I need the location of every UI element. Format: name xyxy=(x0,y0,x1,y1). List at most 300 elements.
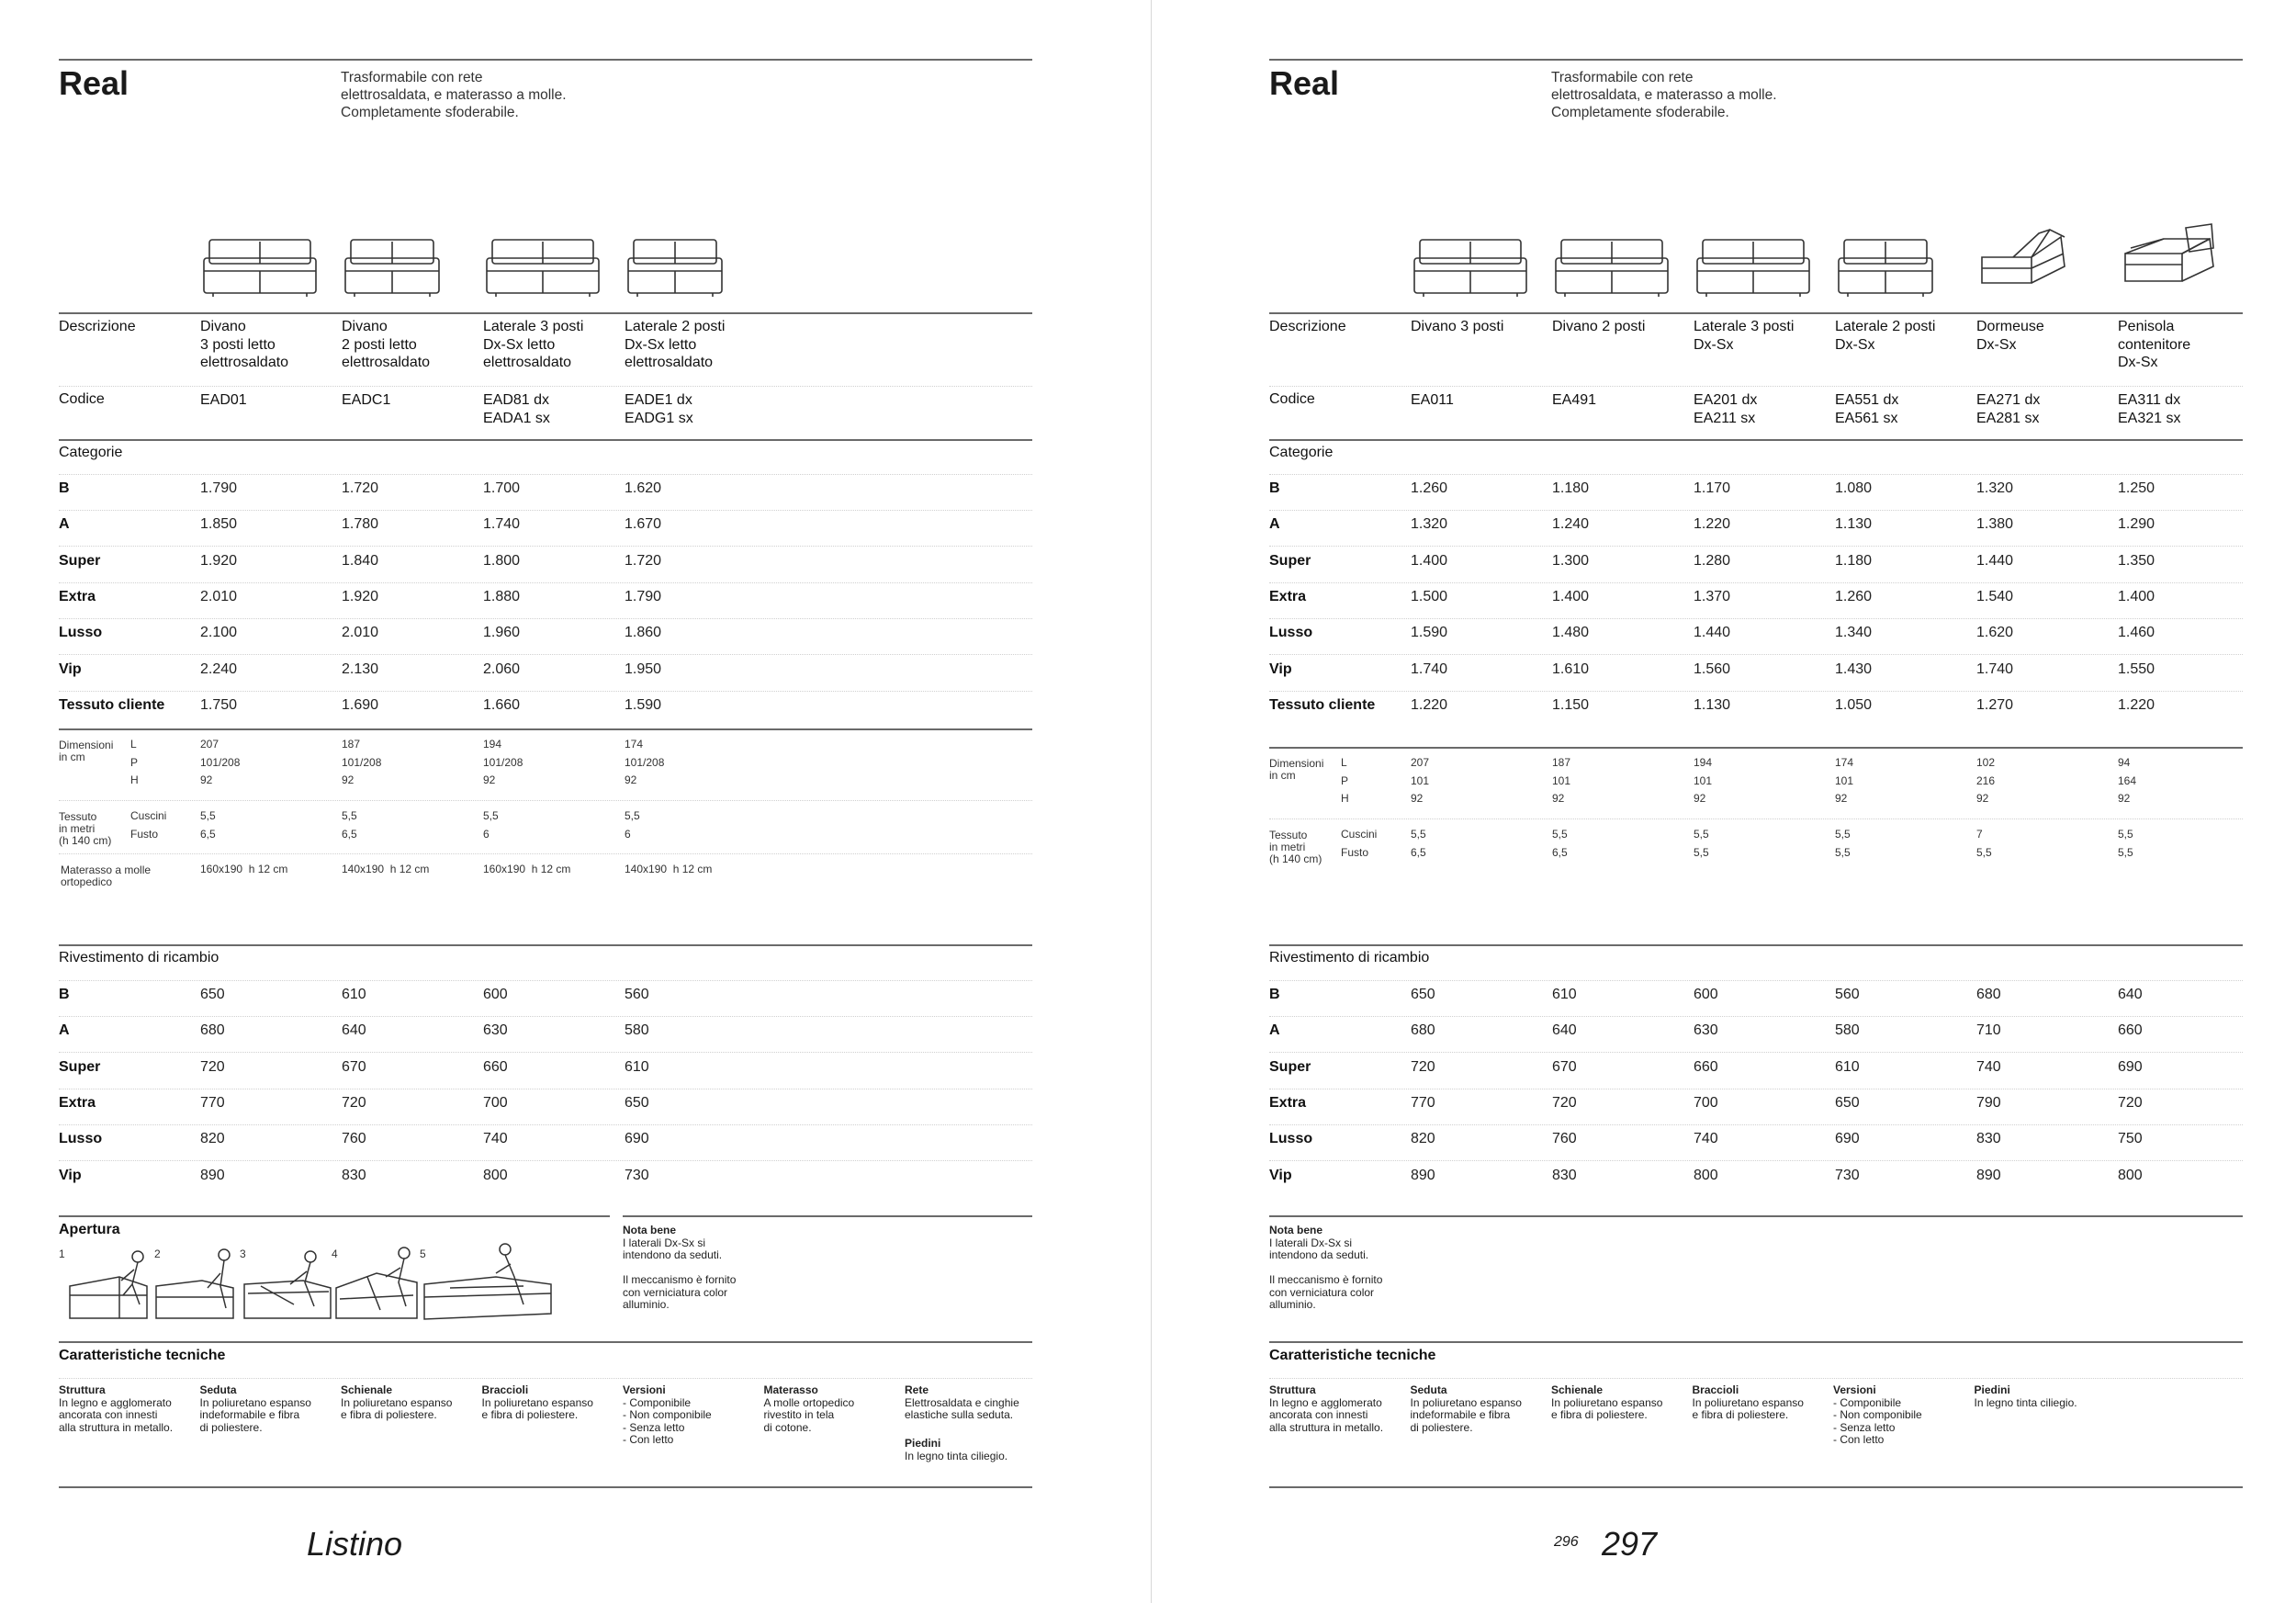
price-cell: 1.270 xyxy=(1976,696,2014,713)
row-divider xyxy=(59,474,1032,475)
rivestimento-category: B xyxy=(59,987,70,1002)
rivestimento-cell: 770 xyxy=(1411,1094,1435,1111)
dimensions-label xyxy=(59,739,113,763)
rivestimento-cell: 690 xyxy=(1835,1131,1860,1147)
tech-line: rivestito in tela xyxy=(763,1408,835,1421)
rivestimento-cell: 630 xyxy=(1694,1022,1718,1039)
category-name: B xyxy=(59,480,70,496)
dimension-cell: 92 xyxy=(1835,792,1848,805)
fabric-label-line: in metri xyxy=(59,822,96,835)
description-line: Laterale 3 posti xyxy=(1694,319,1795,334)
price-cell: 1.700 xyxy=(483,480,521,496)
price-cell: 1.800 xyxy=(483,552,521,569)
fabric-cell: 5,5 xyxy=(1694,828,1709,841)
description-cell xyxy=(1411,318,1548,336)
category-name: Super xyxy=(59,552,101,569)
rivestimento-cell: 800 xyxy=(483,1167,508,1183)
rivestimento-category: A xyxy=(1269,1022,1280,1039)
rivestimento-cell: 640 xyxy=(342,1022,366,1039)
description-line: Divano 3 posti xyxy=(1411,319,1504,334)
rivestimento-cell: 610 xyxy=(625,1058,649,1075)
tech-title: Seduta xyxy=(1410,1383,1447,1396)
description-line: Dx-Sx letto xyxy=(483,336,556,353)
row-divider xyxy=(1269,1124,2243,1125)
code-line: EAD01 xyxy=(200,392,247,408)
section-rule xyxy=(59,728,1032,730)
price-cell: 1.290 xyxy=(2118,516,2155,533)
price-cell: 1.460 xyxy=(2118,625,2155,641)
rivestimento-cell: 670 xyxy=(342,1058,366,1075)
rivestimento-category: Lusso xyxy=(1269,1131,1313,1147)
dimension-cell: 92 xyxy=(342,773,355,786)
tech-column xyxy=(1693,1384,1830,1422)
fabric-label-line: (h 140 cm) xyxy=(1269,852,1322,865)
nota-rule xyxy=(1269,1215,2243,1217)
price-cell: 1.320 xyxy=(1411,516,1448,533)
tech-line: In poliuretano espanso xyxy=(1551,1395,1663,1409)
section-rule xyxy=(1269,312,2243,314)
dimensions-label-line: in cm xyxy=(1269,769,1296,782)
sofa-three-icon xyxy=(1694,234,1813,303)
dimension-cell: 174 xyxy=(1835,756,1854,769)
fabric-cell: 5,5 xyxy=(342,809,357,822)
row-divider xyxy=(59,1016,1032,1017)
category-name: Tessuto cliente xyxy=(1269,696,1376,713)
step-number: 5 xyxy=(420,1247,426,1260)
rivestimento-cell: 680 xyxy=(1411,1022,1435,1039)
category-name: Super xyxy=(1269,552,1311,569)
price-cell: 2.130 xyxy=(342,660,379,677)
code-line: EA321 sx xyxy=(2118,410,2181,426)
dimension-cell: 101 xyxy=(1552,773,1571,787)
price-cell: 1.720 xyxy=(342,480,379,496)
dimensions-label-line: Dimensioni xyxy=(59,739,114,751)
description-cell xyxy=(2118,318,2256,372)
price-cell: 1.320 xyxy=(1976,480,2014,496)
rivestimento-label: Rivestimento di ricambio xyxy=(1269,950,1430,965)
code-line: EADC1 xyxy=(342,392,391,408)
tech-line: In poliuretano espanso xyxy=(199,1395,311,1409)
price-cell: 1.960 xyxy=(483,625,521,641)
price-cell: 1.180 xyxy=(1835,552,1873,569)
fabric-cell: 5,5 xyxy=(1976,845,1992,859)
code-cell xyxy=(200,391,338,410)
price-cell: 1.130 xyxy=(1694,696,1731,713)
tech-line: In poliuretano espanso xyxy=(481,1395,593,1409)
rivestimento-category: B xyxy=(1269,987,1280,1002)
dimensions-label-line: Dimensioni xyxy=(1269,757,1324,770)
description-cell xyxy=(1694,318,1831,354)
section-rule xyxy=(59,439,1032,441)
rivestimento-cell: 750 xyxy=(2118,1131,2143,1147)
dimension-cell: 174 xyxy=(625,738,644,751)
description-line: Penisola xyxy=(2118,319,2175,334)
rivestimento-category: Lusso xyxy=(59,1131,103,1147)
price-cell: 1.920 xyxy=(200,552,238,569)
sofa-three-icon xyxy=(1411,234,1530,303)
price-cell: 1.840 xyxy=(342,552,379,569)
category-name: Vip xyxy=(1269,660,1292,677)
page-subtitle: Trasformabile con rete elettrosaldata, e materasso a molle. Completamente sfoderabile. xyxy=(1551,70,1777,120)
tech-line: e fibra di poliestere. xyxy=(1692,1408,1789,1421)
fabric-cell: 6 xyxy=(483,827,490,841)
category-name: A xyxy=(1269,516,1280,533)
page-title: Real xyxy=(59,64,129,102)
row-divider xyxy=(59,800,1032,801)
tech-column xyxy=(623,1384,760,1447)
fabric-cell: 5,5 xyxy=(1835,828,1851,841)
dimension-cell: 92 xyxy=(200,773,213,786)
mattress-cell: 140x190 h 12 cm xyxy=(625,863,713,875)
code-label: Codice xyxy=(59,391,105,407)
description-cell xyxy=(625,318,762,372)
page-subtitle: Trasformabile con rete elettrosaldata, e materasso a molle. Completamente sfoderabile. xyxy=(341,70,567,120)
description-line: elettrosaldato xyxy=(483,355,572,370)
price-cell: 1.280 xyxy=(1694,552,1731,569)
price-cell: 1.750 xyxy=(200,696,238,713)
rivestimento-cell: 560 xyxy=(625,987,649,1002)
category-name: B xyxy=(1269,480,1280,496)
categories-label: Categorie xyxy=(59,445,123,460)
price-cell: 1.080 xyxy=(1835,480,1873,496)
row-divider xyxy=(1269,1052,2243,1053)
dimensions-label xyxy=(1269,758,1323,782)
price-cell: 1.220 xyxy=(1694,516,1731,533)
bottom-rule xyxy=(59,1486,1032,1488)
row-divider xyxy=(59,691,1032,692)
price-cell: 1.260 xyxy=(1835,588,1873,604)
price-cell: 1.480 xyxy=(1552,625,1590,641)
description-line: Dx-Sx xyxy=(1976,336,2017,353)
rivestimento-cell: 820 xyxy=(200,1131,225,1147)
price-cell: 1.440 xyxy=(1694,625,1731,641)
dimension-cell: 216 xyxy=(1976,773,1996,787)
nota-bene: Nota bene I laterali Dx-Sx si intendono da seduti. Il meccanismo è fornito con verniciatura color alluminio. xyxy=(623,1224,737,1311)
opening-steps xyxy=(59,1240,573,1332)
row-divider xyxy=(1269,386,2243,387)
step-number: 1 xyxy=(59,1247,65,1260)
tech-title: Braccioli xyxy=(481,1383,529,1396)
tech-rule xyxy=(1269,1341,2243,1343)
description-line: 2 posti letto xyxy=(342,336,417,353)
price-cell: 2.010 xyxy=(200,588,238,604)
dimension-cell: 101 xyxy=(1835,773,1854,787)
sofa-three-icon xyxy=(1552,234,1671,303)
code-cell xyxy=(1552,391,1690,410)
fabric-cell: 5,5 xyxy=(483,809,499,822)
page-spine xyxy=(1151,0,1152,1603)
apertura-label: Apertura xyxy=(59,1222,120,1237)
rivestimento-category: Super xyxy=(1269,1058,1311,1075)
description-line: Dormeuse xyxy=(1976,319,2044,334)
rivestimento-cell: 700 xyxy=(1694,1094,1718,1111)
rivestimento-category: Extra xyxy=(59,1094,96,1111)
mattress-label-line: Materasso a molle xyxy=(61,864,152,876)
description-line: Dx-Sx xyxy=(1835,336,1875,353)
page-number-small: 296 xyxy=(1554,1534,1579,1550)
tech-column xyxy=(764,1384,902,1434)
tech-column xyxy=(1411,1384,1548,1434)
fabric-label-line: (h 140 cm) xyxy=(59,834,112,847)
tech-title: Versioni xyxy=(623,1383,666,1396)
price-cell: 1.250 xyxy=(2118,480,2155,496)
code-line: EA211 sx xyxy=(1694,410,1756,426)
price-cell: 1.790 xyxy=(625,588,662,604)
tech-line: In poliuretano espanso xyxy=(1410,1395,1522,1409)
rivestimento-cell: 790 xyxy=(1976,1094,2001,1111)
dimension-cell: 187 xyxy=(342,738,361,751)
price-cell: 1.950 xyxy=(625,660,662,677)
fabric-key: Fusto xyxy=(130,827,159,841)
dimension-cell: 101 xyxy=(1411,773,1430,787)
fabric-label xyxy=(1269,830,1322,865)
tech-line: - Senza letto xyxy=(623,1420,685,1434)
tech-line: In poliuretano espanso xyxy=(341,1395,453,1409)
row-divider xyxy=(59,853,1032,854)
price-cell: 1.440 xyxy=(1976,552,2014,569)
rivestimento-cell: 830 xyxy=(1552,1167,1577,1183)
rivestimento-cell: 710 xyxy=(1976,1022,2001,1039)
fabric-cell: 5,5 xyxy=(2118,828,2133,841)
rivestimento-cell: 680 xyxy=(1976,987,2001,1002)
row-divider xyxy=(59,980,1032,981)
mattress-label-line: ortopedico xyxy=(61,875,113,888)
price-cell: 1.540 xyxy=(1976,588,2014,604)
tech-line: e fibra di poliestere. xyxy=(341,1408,437,1421)
tech-line: Elettrosaldata e cinghie xyxy=(905,1395,1019,1409)
tech-line: indeformabile e fibra xyxy=(199,1408,300,1421)
tech-label: Caratteristiche tecniche xyxy=(1269,1348,1436,1363)
tech-line: - Componibile xyxy=(623,1395,692,1409)
description-line: Divano xyxy=(200,319,246,334)
rivestimento-cell: 740 xyxy=(1694,1131,1718,1147)
fabric-cell: 5,5 xyxy=(1835,845,1851,859)
code-cell xyxy=(1411,391,1548,410)
code-line: EA281 sx xyxy=(1976,410,2040,426)
dimension-cell: 164 xyxy=(2118,773,2137,787)
rivestimento-cell: 640 xyxy=(1552,1022,1577,1039)
description-line: Laterale 2 posti xyxy=(625,319,726,334)
dimension-cell: 102 xyxy=(1976,756,1996,769)
fabric-key: Cuscini xyxy=(1341,828,1378,841)
rivestimento-cell: 770 xyxy=(200,1094,225,1111)
code-line: EADE1 dx xyxy=(625,392,692,408)
price-cell: 1.560 xyxy=(1694,660,1731,677)
price-cell: 1.170 xyxy=(1694,480,1731,496)
rivestimento-cell: 610 xyxy=(1835,1058,1860,1075)
rivestimento-cell: 730 xyxy=(1835,1167,1860,1183)
rivestimento-cell: 720 xyxy=(1552,1094,1577,1111)
row-divider xyxy=(1269,510,2243,511)
row-divider xyxy=(59,510,1032,511)
dimension-key: L xyxy=(1341,756,1347,769)
price-cell: 1.500 xyxy=(1411,588,1448,604)
price-cell: 1.740 xyxy=(1976,660,2014,677)
code-cell xyxy=(625,391,762,427)
price-cell: 1.610 xyxy=(1552,660,1590,677)
fabric-cell: 5,5 xyxy=(625,809,640,822)
price-cell: 1.550 xyxy=(2118,660,2155,677)
code-line: EAD81 dx xyxy=(483,392,550,408)
category-name: A xyxy=(59,516,70,533)
tech-line: A molle ortopedico xyxy=(763,1395,855,1409)
opening-illustration xyxy=(64,1240,579,1332)
description-line: elettrosaldato xyxy=(342,355,431,370)
code-line: EADG1 sx xyxy=(625,410,693,426)
tech-line: - Componibile xyxy=(1833,1395,1902,1409)
row-divider xyxy=(1269,1160,2243,1161)
rivestimento-cell: 650 xyxy=(1411,987,1435,1002)
row-divider xyxy=(1269,582,2243,583)
description-label: Descrizione xyxy=(59,319,136,334)
row-divider xyxy=(1269,546,2243,547)
code-cell xyxy=(483,391,621,427)
tech-piedini: Piedini In legno tinta ciliegio. xyxy=(905,1437,1008,1462)
tech-column xyxy=(1551,1384,1689,1422)
tech-title: Piedini xyxy=(1974,1383,2010,1396)
dimension-cell: 101 xyxy=(1694,773,1713,787)
tech-line: - Senza letto xyxy=(1833,1420,1896,1434)
code-line: EA491 xyxy=(1552,392,1597,408)
row-divider xyxy=(1269,691,2243,692)
apertura-rule xyxy=(59,1215,610,1217)
dimension-cell: 187 xyxy=(1552,756,1571,769)
tech-line: alla struttura in metallo. xyxy=(59,1420,174,1434)
price-cell: 2.010 xyxy=(342,625,379,641)
price-cell: 1.860 xyxy=(625,625,662,641)
fabric-cell: 6,5 xyxy=(1411,845,1426,859)
description-line: elettrosaldato xyxy=(625,355,714,370)
rivestimento-cell: 720 xyxy=(342,1094,366,1111)
tech-label: Caratteristiche tecniche xyxy=(59,1348,226,1363)
price-cell: 1.620 xyxy=(1976,625,2014,641)
tech-line: In legno e agglomerato xyxy=(59,1395,172,1409)
tech-line: ancorata con innesti xyxy=(1269,1408,1368,1421)
tech-title: Seduta xyxy=(199,1383,237,1396)
section-rule xyxy=(59,312,1032,314)
rivestimento-cell: 610 xyxy=(342,987,366,1002)
tech-title: Struttura xyxy=(1269,1383,1316,1396)
dimension-key: H xyxy=(1341,792,1349,805)
rivestimento-cell: 730 xyxy=(625,1167,649,1183)
step-number: 4 xyxy=(332,1247,338,1260)
rivestimento-category: Extra xyxy=(1269,1094,1307,1111)
price-cell: 1.850 xyxy=(200,516,238,533)
description-line: 3 posti letto xyxy=(200,336,276,353)
description-cell xyxy=(342,318,479,372)
price-cell: 1.790 xyxy=(200,480,238,496)
tech-line: di poliestere. xyxy=(1410,1420,1473,1434)
row-divider xyxy=(59,1052,1032,1053)
fabric-cell: 6 xyxy=(625,827,631,841)
category-name: Extra xyxy=(59,588,96,604)
tech-line: - Con letto xyxy=(1833,1433,1885,1446)
code-cell xyxy=(342,391,479,410)
tech-line: e fibra di poliestere. xyxy=(481,1408,579,1421)
rivestimento-cell: 740 xyxy=(483,1131,508,1147)
row-divider xyxy=(1269,980,2243,981)
code-cell xyxy=(1694,391,1831,427)
price-cell: 1.430 xyxy=(1835,660,1873,677)
description-line: Divano xyxy=(342,319,388,334)
fabric-cell: 5,5 xyxy=(1411,828,1426,841)
price-cell: 1.590 xyxy=(1411,625,1448,641)
tech-line: e fibra di poliestere. xyxy=(1551,1408,1648,1421)
tech-column xyxy=(59,1384,197,1434)
code-line: EA201 dx xyxy=(1694,392,1758,408)
dimension-cell: 92 xyxy=(1694,792,1706,805)
dimension-cell: 101/208 xyxy=(625,755,665,769)
mattress-label xyxy=(61,864,151,888)
tech-line: indeformabile e fibra xyxy=(1410,1408,1511,1421)
row-divider xyxy=(59,1124,1032,1125)
tech-title: Versioni xyxy=(1833,1383,1876,1396)
sofa-three-icon xyxy=(483,234,602,303)
description-label: Descrizione xyxy=(1269,319,1346,334)
step-number: 3 xyxy=(240,1247,246,1260)
rivestimento-cell: 660 xyxy=(483,1058,508,1075)
sofa-two-icon xyxy=(342,234,443,303)
price-cell: 1.590 xyxy=(625,696,662,713)
section-rule xyxy=(1269,439,2243,441)
rivestimento-label: Rivestimento di ricambio xyxy=(59,950,219,965)
dimension-cell: 101/208 xyxy=(200,755,241,769)
price-cell: 1.260 xyxy=(1411,480,1448,496)
tech-line: - Non componibile xyxy=(1833,1408,1922,1421)
price-cell: 1.240 xyxy=(1552,516,1590,533)
price-cell: 1.780 xyxy=(342,516,379,533)
rivestimento-cell: 800 xyxy=(2118,1167,2143,1183)
fabric-cell: 5,5 xyxy=(1694,845,1709,859)
rivestimento-cell: 660 xyxy=(2118,1022,2143,1039)
tech-line: alla struttura in metallo. xyxy=(1269,1420,1384,1434)
page-title: Real xyxy=(1269,64,1340,102)
rivestimento-cell: 600 xyxy=(1694,987,1718,1002)
price-cell: 1.050 xyxy=(1835,696,1873,713)
description-line: Dx-Sx xyxy=(1694,336,1734,353)
description-line: Dx-Sx letto xyxy=(625,336,697,353)
rivestimento-cell: 690 xyxy=(625,1131,649,1147)
dimensions-label-line: in cm xyxy=(59,751,85,763)
description-line: Laterale 2 posti xyxy=(1835,319,1936,334)
rivestimento-cell: 650 xyxy=(1835,1094,1860,1111)
sofa-two-icon xyxy=(1835,234,1936,303)
rivestimento-cell: 670 xyxy=(1552,1058,1577,1075)
category-name: Lusso xyxy=(59,625,103,641)
code-line: EA551 dx xyxy=(1835,392,1899,408)
code-label: Codice xyxy=(1269,391,1315,407)
row-divider xyxy=(59,618,1032,619)
dimension-cell: 92 xyxy=(625,773,637,786)
code-line: EA011 xyxy=(1411,392,1454,408)
fabric-key: Fusto xyxy=(1341,845,1369,859)
tech-column xyxy=(341,1384,478,1422)
tech-title: Materasso xyxy=(763,1383,818,1396)
tech-title: Schienale xyxy=(341,1383,393,1396)
code-line: EA561 sx xyxy=(1835,410,1898,426)
price-cell: 2.060 xyxy=(483,660,521,677)
description-cell xyxy=(1552,318,1690,336)
tech-column xyxy=(200,1384,338,1434)
price-cell: 1.300 xyxy=(1552,552,1590,569)
price-cell: 1.400 xyxy=(1552,588,1590,604)
tech-line: In poliuretano espanso xyxy=(1692,1395,1804,1409)
dimension-cell: 92 xyxy=(1552,792,1565,805)
rivestimento-cell: 660 xyxy=(1694,1058,1718,1075)
tech-column xyxy=(1269,1384,1407,1434)
dimension-cell: 101/208 xyxy=(342,755,382,769)
code-cell xyxy=(1835,391,1973,427)
